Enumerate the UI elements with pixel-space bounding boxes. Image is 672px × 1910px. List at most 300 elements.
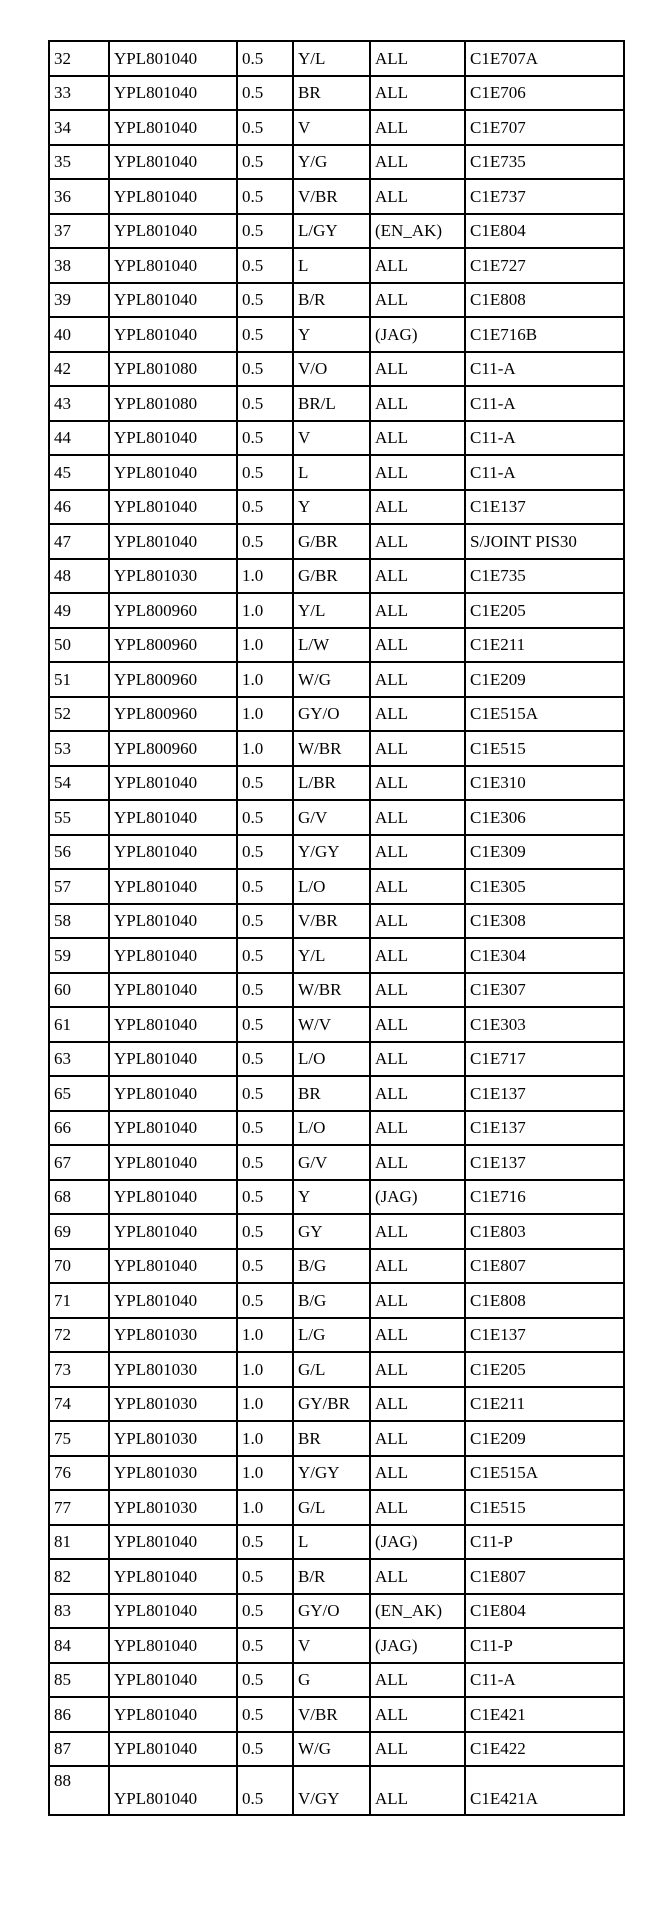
wire-color-cell: V/BR [293,1697,370,1732]
wiring-table [48,40,625,1816]
connector-cell: C11-A [465,1663,624,1698]
wire-size-cell: 0.5 [237,800,293,835]
wire-color-cell: G/L [293,1352,370,1387]
spec-cell: (JAG) [370,317,465,352]
part-number-cell: YPL801040 [109,1111,237,1146]
part-number-cell: YPL801030 [109,1456,237,1491]
wiring-table-page [48,40,623,1816]
table-row [49,1387,624,1422]
wire-size-cell: 1.0 [237,1490,293,1525]
wire-size-cell: 0.5 [237,1766,293,1815]
circuit-number-cell: 76 [49,1456,109,1491]
connector-cell: C1E422 [465,1732,624,1767]
circuit-number-cell: 87 [49,1732,109,1767]
spec-cell: (JAG) [370,1628,465,1663]
wire-size-cell: 0.5 [237,1180,293,1215]
circuit-number-cell: 34 [49,110,109,145]
part-number-cell: YPL801040 [109,1697,237,1732]
part-number-cell: YPL801040 [109,1249,237,1284]
table-row [49,1766,624,1815]
wire-size-cell: 0.5 [237,869,293,904]
spec-cell: ALL [370,524,465,559]
connector-cell: C1E804 [465,214,624,249]
circuit-number-cell: 71 [49,1283,109,1318]
table-row [49,1697,624,1732]
wire-size-cell: 0.5 [237,214,293,249]
spec-cell: ALL [370,1111,465,1146]
part-number-cell: YPL801040 [109,766,237,801]
circuit-number-cell: 46 [49,490,109,525]
table-row [49,1663,624,1698]
part-number-cell: YPL800960 [109,731,237,766]
table-row [49,1318,624,1353]
wire-color-cell: Y/L [293,593,370,628]
connector-cell: C1E707 [465,110,624,145]
wire-size-cell: 1.0 [237,628,293,663]
table-row [49,1456,624,1491]
wire-size-cell: 0.5 [237,1249,293,1284]
spec-cell: ALL [370,1559,465,1594]
connector-cell: C1E807 [465,1559,624,1594]
connector-cell: C1E735 [465,145,624,180]
spec-cell: ALL [370,697,465,732]
wire-color-cell: B/R [293,1559,370,1594]
connector-cell: C1E808 [465,1283,624,1318]
circuit-number-cell: 51 [49,662,109,697]
spec-cell: ALL [370,421,465,456]
wire-color-cell: W/BR [293,731,370,766]
wire-size-cell: 0.5 [237,248,293,283]
connector-cell: C1E515 [465,731,624,766]
table-row [49,835,624,870]
table-row [49,1249,624,1284]
table-row [49,766,624,801]
circuit-number-cell: 54 [49,766,109,801]
part-number-cell: YPL801040 [109,1214,237,1249]
wire-size-cell: 0.5 [237,41,293,76]
wire-size-cell: 0.5 [237,1594,293,1629]
wire-color-cell: L [293,1525,370,1560]
wire-size-cell: 0.5 [237,766,293,801]
table-row [49,938,624,973]
wire-color-cell: G/BR [293,559,370,594]
circuit-number-cell: 81 [49,1525,109,1560]
wire-color-cell: L/G [293,1318,370,1353]
spec-cell: ALL [370,76,465,111]
wire-size-cell: 0.5 [237,1559,293,1594]
wire-size-cell: 1.0 [237,662,293,697]
wire-color-cell: GY/O [293,697,370,732]
spec-cell: (EN_AK) [370,1594,465,1629]
part-number-cell: YPL801080 [109,352,237,387]
spec-cell: ALL [370,179,465,214]
circuit-number-cell: 67 [49,1145,109,1180]
wire-color-cell: Y [293,1180,370,1215]
circuit-number-cell: 44 [49,421,109,456]
connector-cell: C1E309 [465,835,624,870]
connector-cell: C1E421 [465,1697,624,1732]
connector-cell: C1E209 [465,1421,624,1456]
circuit-number-cell: 73 [49,1352,109,1387]
table-row [49,662,624,697]
circuit-number-cell: 49 [49,593,109,628]
spec-cell: (JAG) [370,1180,465,1215]
connector-cell: C11-A [465,455,624,490]
table-row [49,1111,624,1146]
connector-cell: C11-A [465,421,624,456]
circuit-number-cell: 42 [49,352,109,387]
wire-color-cell: G/V [293,1145,370,1180]
circuit-number-cell: 43 [49,386,109,421]
circuit-number-cell: 60 [49,973,109,1008]
spec-cell: ALL [370,1318,465,1353]
spec-cell: ALL [370,352,465,387]
spec-cell: ALL [370,1145,465,1180]
table-row [49,697,624,732]
wire-color-cell: Y/L [293,41,370,76]
wire-size-cell: 0.5 [237,386,293,421]
spec-cell: ALL [370,904,465,939]
table-row [49,1628,624,1663]
connector-cell: C1E421A [465,1766,624,1815]
wire-size-cell: 0.5 [237,973,293,1008]
wiring-table-body [49,41,624,1815]
table-row [49,1007,624,1042]
connector-cell: C1E304 [465,938,624,973]
spec-cell: ALL [370,766,465,801]
spec-cell: ALL [370,1249,465,1284]
wire-color-cell: B/G [293,1283,370,1318]
part-number-cell: YPL801040 [109,455,237,490]
connector-cell: C1E737 [465,179,624,214]
circuit-number-cell: 77 [49,1490,109,1525]
connector-cell: C1E137 [465,1318,624,1353]
spec-cell: ALL [370,248,465,283]
connector-cell: S/JOINT PIS30 [465,524,624,559]
wire-color-cell: Y [293,490,370,525]
wire-color-cell: W/G [293,662,370,697]
part-number-cell: YPL801040 [109,1007,237,1042]
wire-size-cell: 0.5 [237,145,293,180]
spec-cell: ALL [370,1214,465,1249]
circuit-number-cell: 58 [49,904,109,939]
wire-size-cell: 0.5 [237,76,293,111]
connector-cell: C11-P [465,1628,624,1663]
circuit-number-cell: 74 [49,1387,109,1422]
table-row [49,1732,624,1767]
part-number-cell: YPL801040 [109,41,237,76]
table-row [49,179,624,214]
table-row [49,455,624,490]
circuit-number-cell: 48 [49,559,109,594]
part-number-cell: YPL801030 [109,1318,237,1353]
wire-color-cell: V/GY [293,1766,370,1815]
spec-cell: ALL [370,1697,465,1732]
wire-color-cell: L [293,455,370,490]
wire-size-cell: 0.5 [237,1076,293,1111]
wire-color-cell: V [293,1628,370,1663]
wire-color-cell: V/O [293,352,370,387]
wire-size-cell: 0.5 [237,1663,293,1698]
connector-cell: C1E515 [465,1490,624,1525]
spec-cell: ALL [370,628,465,663]
spec-cell: ALL [370,386,465,421]
wire-color-cell: V/BR [293,179,370,214]
part-number-cell: YPL801040 [109,1732,237,1767]
wire-color-cell: GY [293,1214,370,1249]
table-row [49,1525,624,1560]
wire-size-cell: 0.5 [237,455,293,490]
spec-cell: ALL [370,731,465,766]
connector-cell: C1E205 [465,593,624,628]
spec-cell: ALL [370,283,465,318]
wire-color-cell: W/V [293,1007,370,1042]
part-number-cell: YPL800960 [109,697,237,732]
table-row [49,904,624,939]
part-number-cell: YPL801040 [109,248,237,283]
table-row [49,593,624,628]
wire-size-cell: 0.5 [237,490,293,525]
part-number-cell: YPL801040 [109,524,237,559]
part-number-cell: YPL801040 [109,490,237,525]
wire-color-cell: B/R [293,283,370,318]
wire-size-cell: 1.0 [237,731,293,766]
circuit-number-cell: 33 [49,76,109,111]
spec-cell: ALL [370,1283,465,1318]
table-row [49,1214,624,1249]
circuit-number-cell: 59 [49,938,109,973]
wire-color-cell: BR [293,1076,370,1111]
part-number-cell: YPL801040 [109,1628,237,1663]
wire-size-cell: 1.0 [237,1387,293,1422]
table-row [49,283,624,318]
wire-color-cell: V [293,421,370,456]
wire-size-cell: 0.5 [237,1628,293,1663]
table-row [49,41,624,76]
circuit-number-cell: 84 [49,1628,109,1663]
wire-size-cell: 1.0 [237,1456,293,1491]
connector-cell: C1E303 [465,1007,624,1042]
part-number-cell: YPL801030 [109,559,237,594]
wire-size-cell: 0.5 [237,1111,293,1146]
spec-cell: ALL [370,1766,465,1815]
table-row [49,973,624,1008]
part-number-cell: YPL801040 [109,1559,237,1594]
part-number-cell: YPL800960 [109,662,237,697]
spec-cell: ALL [370,1352,465,1387]
wire-color-cell: GY/BR [293,1387,370,1422]
table-row [49,248,624,283]
table-row [49,386,624,421]
part-number-cell: YPL801040 [109,800,237,835]
part-number-cell: YPL801040 [109,110,237,145]
circuit-number-cell: 38 [49,248,109,283]
wire-color-cell: B/G [293,1249,370,1284]
spec-cell: ALL [370,490,465,525]
part-number-cell: YPL801040 [109,179,237,214]
wire-size-cell: 1.0 [237,1318,293,1353]
circuit-number-cell: 85 [49,1663,109,1698]
circuit-number-cell: 50 [49,628,109,663]
circuit-number-cell: 36 [49,179,109,214]
part-number-cell: YPL801040 [109,214,237,249]
table-row [49,76,624,111]
table-row [49,1042,624,1077]
connector-cell: C1E306 [465,800,624,835]
connector-cell: C1E716B [465,317,624,352]
circuit-number-cell: 61 [49,1007,109,1042]
table-row [49,524,624,559]
wire-size-cell: 0.5 [237,352,293,387]
connector-cell: C1E137 [465,1145,624,1180]
wire-size-cell: 0.5 [237,1732,293,1767]
table-row [49,1076,624,1111]
wire-color-cell: GY/O [293,1594,370,1629]
connector-cell: C11-P [465,1525,624,1560]
spec-cell: ALL [370,455,465,490]
wire-color-cell: Y/G [293,145,370,180]
circuit-number-cell: 82 [49,1559,109,1594]
wire-size-cell: 0.5 [237,835,293,870]
spec-cell: ALL [370,1663,465,1698]
connector-cell: C1E305 [465,869,624,904]
spec-cell: ALL [370,1007,465,1042]
table-row [49,110,624,145]
part-number-cell: YPL801040 [109,1525,237,1560]
wire-size-cell: 0.5 [237,110,293,145]
wire-color-cell: G [293,1663,370,1698]
spec-cell: ALL [370,1042,465,1077]
connector-cell: C1E707A [465,41,624,76]
spec-cell: (JAG) [370,1525,465,1560]
table-row [49,800,624,835]
table-row [49,1283,624,1318]
wire-color-cell: L/W [293,628,370,663]
circuit-number-cell: 66 [49,1111,109,1146]
connector-cell: C1E716 [465,1180,624,1215]
spec-cell: ALL [370,145,465,180]
part-number-cell: YPL801040 [109,1145,237,1180]
part-number-cell: YPL800960 [109,628,237,663]
wire-size-cell: 0.5 [237,421,293,456]
part-number-cell: YPL801040 [109,283,237,318]
part-number-cell: YPL801040 [109,145,237,180]
connector-cell: C1E706 [465,76,624,111]
circuit-number-cell: 65 [49,1076,109,1111]
wire-color-cell: V/BR [293,904,370,939]
spec-cell: ALL [370,1456,465,1491]
table-row [49,731,624,766]
circuit-number-cell: 32 [49,41,109,76]
connector-cell: C1E727 [465,248,624,283]
wire-color-cell: L/O [293,1042,370,1077]
connector-cell: C1E211 [465,1387,624,1422]
wire-color-cell: L/GY [293,214,370,249]
table-row [49,352,624,387]
spec-cell: ALL [370,41,465,76]
connector-cell: C1E515A [465,1456,624,1491]
circuit-number-cell: 56 [49,835,109,870]
connector-cell: C1E211 [465,628,624,663]
circuit-number-cell: 72 [49,1318,109,1353]
circuit-number-cell: 39 [49,283,109,318]
circuit-number-cell: 63 [49,1042,109,1077]
wire-size-cell: 0.5 [237,1214,293,1249]
wire-color-cell: BR/L [293,386,370,421]
spec-cell: ALL [370,1490,465,1525]
wire-size-cell: 1.0 [237,697,293,732]
circuit-number-cell: 88 [49,1766,109,1815]
spec-cell: ALL [370,1732,465,1767]
part-number-cell: YPL801040 [109,76,237,111]
wire-size-cell: 1.0 [237,1421,293,1456]
spec-cell: ALL [370,593,465,628]
table-row [49,145,624,180]
wire-size-cell: 0.5 [237,179,293,214]
table-row [49,1180,624,1215]
wire-color-cell: Y/GY [293,1456,370,1491]
table-row [49,869,624,904]
connector-cell: C1E137 [465,490,624,525]
table-row [49,214,624,249]
circuit-number-cell: 57 [49,869,109,904]
spec-cell: ALL [370,1387,465,1422]
wire-size-cell: 1.0 [237,559,293,594]
circuit-number-cell: 37 [49,214,109,249]
part-number-cell: YPL801040 [109,835,237,870]
part-number-cell: YPL801040 [109,1180,237,1215]
wire-size-cell: 0.5 [237,904,293,939]
circuit-number-cell: 86 [49,1697,109,1732]
connector-cell: C1E808 [465,283,624,318]
wire-color-cell: Y/GY [293,835,370,870]
wire-color-cell: W/BR [293,973,370,1008]
circuit-number-cell: 83 [49,1594,109,1629]
part-number-cell: YPL801030 [109,1387,237,1422]
spec-cell: ALL [370,1421,465,1456]
table-row [49,317,624,352]
wire-color-cell: Y/L [293,938,370,973]
wire-size-cell: 0.5 [237,1283,293,1318]
part-number-cell: YPL801040 [109,869,237,904]
table-row [49,490,624,525]
part-number-cell: YPL801040 [109,1283,237,1318]
wire-color-cell: L [293,248,370,283]
wire-color-cell: L/O [293,869,370,904]
table-row [49,1594,624,1629]
wire-size-cell: 0.5 [237,1042,293,1077]
connector-cell: C1E205 [465,1352,624,1387]
connector-cell: C1E310 [465,766,624,801]
spec-cell: ALL [370,662,465,697]
part-number-cell: YPL801040 [109,938,237,973]
part-number-cell: YPL801040 [109,1076,237,1111]
wire-size-cell: 0.5 [237,524,293,559]
table-row [49,628,624,663]
connector-cell: C1E137 [465,1111,624,1146]
wire-size-cell: 0.5 [237,938,293,973]
circuit-number-cell: 35 [49,145,109,180]
spec-cell: ALL [370,110,465,145]
circuit-number-cell: 53 [49,731,109,766]
connector-cell: C1E209 [465,662,624,697]
spec-cell: ALL [370,869,465,904]
wire-color-cell: G/V [293,800,370,835]
spec-cell: ALL [370,800,465,835]
part-number-cell: YPL801040 [109,421,237,456]
part-number-cell: YPL801040 [109,1766,237,1815]
connector-cell: C1E307 [465,973,624,1008]
